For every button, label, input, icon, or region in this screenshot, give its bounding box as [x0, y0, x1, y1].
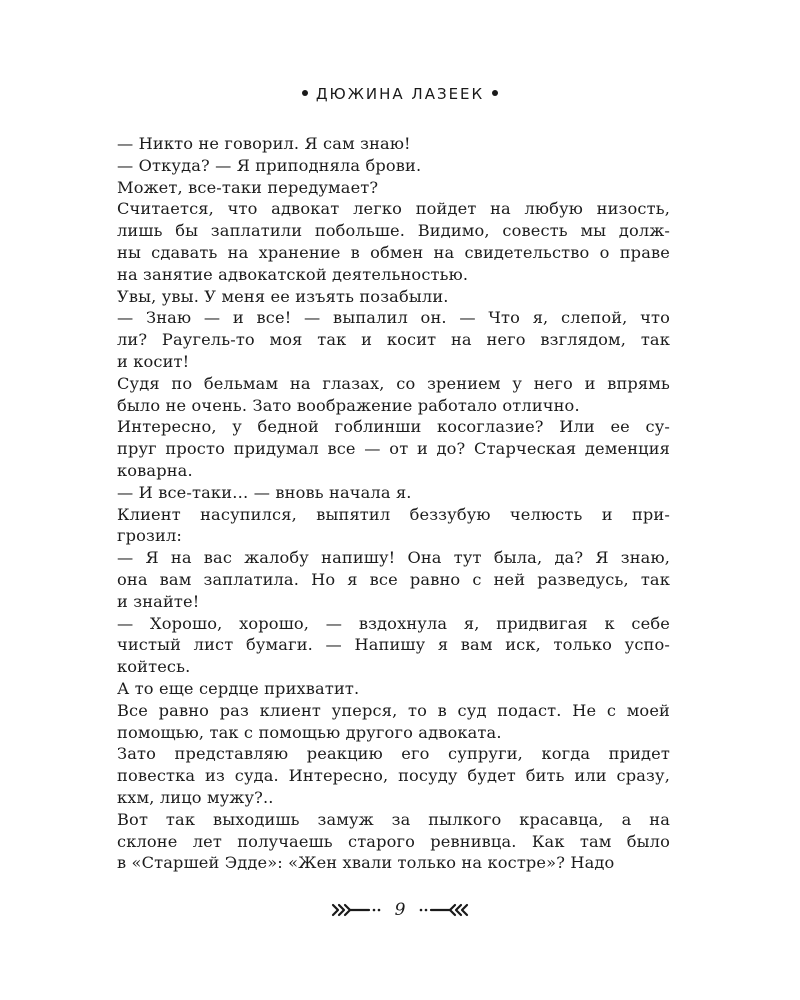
body-text [117, 133, 670, 874]
paragraph [117, 678, 670, 700]
paragraph [117, 504, 670, 548]
text-line: ли? Раугель-то моя так и косит на него взглядом, так [117, 330, 670, 350]
text-line: Вот так выходишь замуж за пылкого красавца, а на [117, 809, 670, 829]
text-line: повестка из суда. Интересно, посуду будет бить или сразу, [117, 766, 670, 786]
paragraph [117, 286, 670, 308]
running-head [0, 84, 800, 104]
paragraph [117, 155, 670, 177]
text-line: Интересно, у бедной гоблинши косоглазие? Или ее су- [117, 417, 670, 437]
bullet-dot-icon [302, 90, 308, 96]
text-line: Клиент насупился, выпятил беззубую челюсть и при- [117, 504, 670, 524]
paragraph [117, 416, 670, 481]
text-line: пруг просто придумал все — от и до? Старческая деменция [117, 439, 670, 459]
text-line: было не очень. Зато воображение работало отлично. [117, 395, 580, 415]
paragraph [117, 547, 670, 612]
paragraph [117, 700, 670, 744]
text-line: — Я на вас жалобу напишу! Она тут была, да? Я знаю, [117, 548, 670, 568]
text-line: А то еще сердце прихватит. [117, 678, 360, 698]
text-line: Считается, что адвокат легко пойдет на любую низость, [117, 199, 670, 219]
text-line: Судя по бельмам на глазах, со зрением у него и впрямь [117, 373, 670, 393]
text-line: — Знаю — и все! — выпалил он. — Что я, слепой, что [117, 308, 670, 328]
text-line: склоне лет получаешь старого ревнивца. Как там было [117, 831, 670, 851]
paragraph [117, 809, 670, 874]
text-line: — Откуда? — Я приподняла брови. [117, 155, 422, 175]
text-line: Увы, увы. У меня ее изъять позабыли. [117, 286, 449, 306]
paragraph [117, 373, 670, 417]
paragraph [117, 133, 670, 155]
text-line: и знайте! [117, 591, 200, 611]
text-line: лишь бы заплатили побольше. Видимо, совесть мы долж- [117, 221, 670, 241]
text-line: Все равно раз клиент уперся, то в суд подаст. Не с моей [117, 700, 670, 720]
page-number: 9 [394, 900, 406, 920]
book-title: ДЮЖИНА ЛАЗЕЕК [315, 85, 485, 103]
text-line: и косит! [117, 351, 190, 371]
text-line: — Хорошо, хорошо, — вздохнула я, придвигая к себе [117, 613, 670, 633]
text-line: койтесь. [117, 657, 191, 677]
paragraph [117, 198, 670, 285]
text-line: коварна. [117, 460, 193, 480]
text-line: Зато представляю реакцию его супруги, когда придет [117, 744, 670, 764]
paragraph [117, 177, 670, 199]
text-line: грозил: [117, 526, 182, 546]
page-folio [0, 898, 800, 922]
paragraph [117, 482, 670, 504]
text-line: — Никто не говорил. Я сам знаю! [117, 134, 411, 153]
text-line: она вам заплатила. Но я все равно с ней разведусь, так [117, 569, 670, 589]
paragraph [117, 743, 670, 808]
paragraph [117, 307, 670, 372]
text-line: чистый лист бумаги. — Напишу я вам иск, только успо- [117, 635, 670, 655]
text-line: на занятие адвокатской деятельностью. [117, 264, 469, 284]
text-line: Может, все-таки передумает? [117, 177, 379, 197]
text-line: помощью, так с помощью другого адвоката. [117, 722, 502, 742]
text-line: — И все-таки… — вновь начала я. [117, 482, 412, 502]
text-line: кхм, лицо мужу?.. [117, 787, 274, 807]
text-line: ны сдавать на хранение в обмен на свидетельство о праве [117, 242, 670, 262]
bullet-dot-icon [492, 90, 498, 96]
paragraph [117, 613, 670, 678]
folio-ornament-icon [325, 898, 475, 922]
text-line: в «Старшей Эдде»: «Жен хвали только на костре»? Надо [117, 853, 615, 873]
